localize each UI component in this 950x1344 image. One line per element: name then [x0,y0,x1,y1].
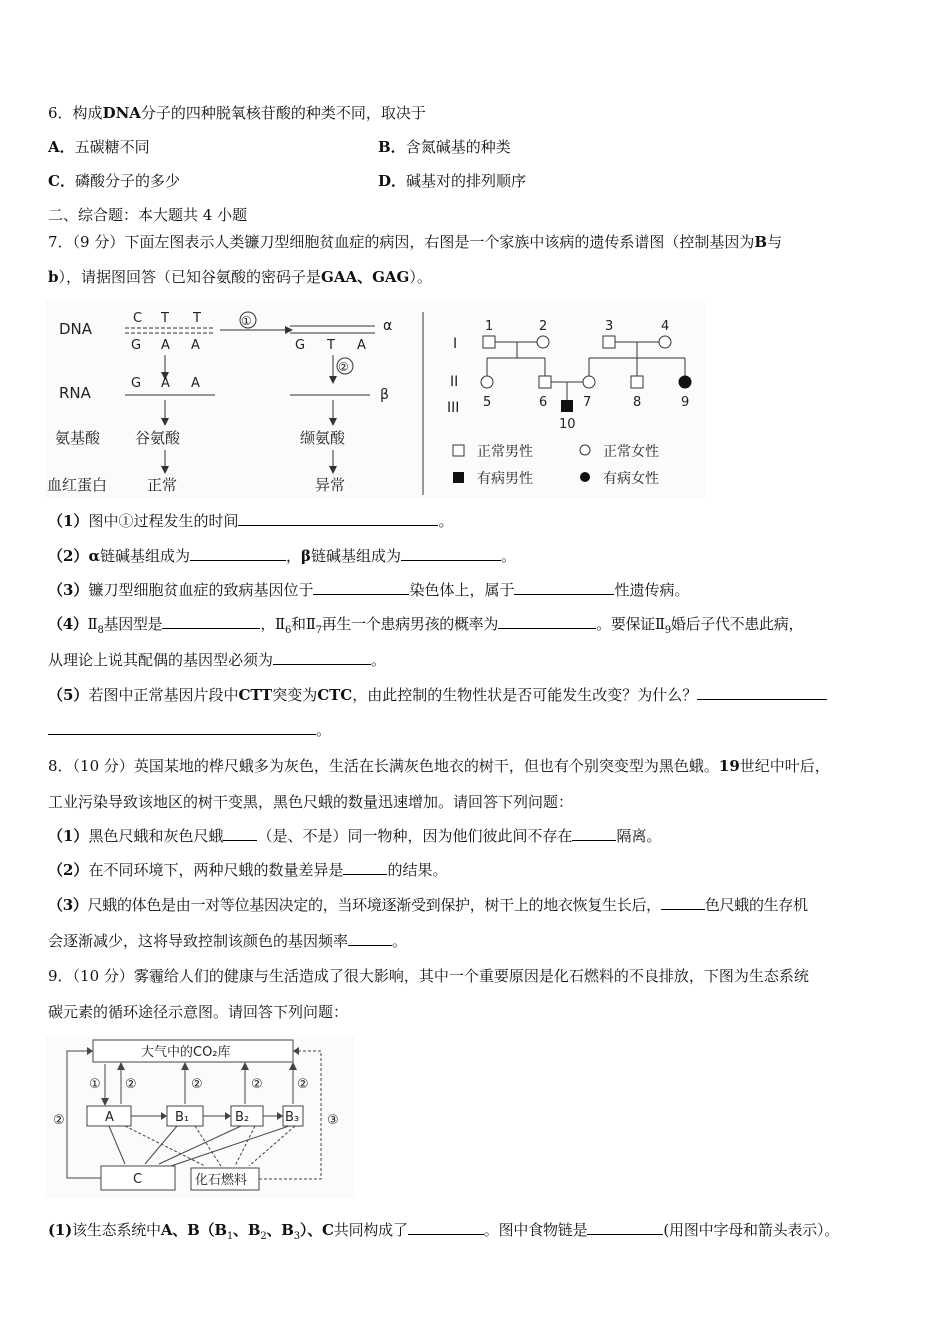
cycle-label-2: ② [125,1077,137,1092]
generation-label: III [447,400,460,416]
rna-label: RNA [59,384,91,402]
rna-base: A [161,376,170,391]
q9-carbon-cycle-figure [45,1036,355,1198]
answer-blank[interactable] [572,826,616,841]
rna-base: G [131,376,142,391]
legend-sick-female: 有病女性 [603,471,659,487]
q9-part-1: (1)该生态系统中A、$B(B_1$、$B_2$、$B_3$）、C共同构成了 。图中食物链是 (用图中字母和箭头表示）。 [48,1221,840,1242]
q7-part-4-line2: 从理论上说其配偶的基因型必须为 。 [48,651,387,669]
q7-part-4: $(4)Ⅱ_8$基因型是 ，$Ⅱ_6$和$Ⅱ_7$再生一个患病男孩的概率为 。要保证$Ⅱ_9$婚后子代不患此病， [48,615,804,636]
node-c: C [133,1172,143,1187]
answer-blank[interactable] [514,580,614,595]
legend-normal-male: 正常男性 [477,444,533,460]
individual-number: 7 [583,395,592,410]
answer-blank[interactable] [238,511,438,526]
hemoglobin-label: 血红蛋白 [47,476,108,494]
co2-pool: 大气中的CO₂库 [141,1045,231,1060]
q8-part-3-line2: 会逐渐减少，这将导致控制该颜色的基因频率 。 [48,932,408,950]
answer-blank[interactable] [273,650,371,665]
hemoglobin-abnormal: 异常 [315,476,346,494]
answer-blank[interactable] [498,614,596,629]
q8-stem-line2: 工业污染导致该地区的树干变黑，黑色尺蛾的数量迅速增加。请回答下列问题： [48,793,574,811]
step-2-label: ② [338,360,349,374]
node-b3: B₃ [285,1110,300,1125]
top-base: C [133,311,143,326]
answer-blank[interactable] [313,580,409,595]
q8-part-1: （1）黑色尺蛾和灰色尺蛾 （是、不是）同一物种，因为他们彼此间不存在 隔离。 [48,827,662,845]
q8-stem: 8．（10 分）英国某地的桦尺蛾多为灰色，生活在长满灰色地衣的树干，但也有个别突变型为黑色蛾。19世纪中叶后， [48,757,830,775]
rna-base: A [191,376,200,391]
dna-label: DNA [59,320,93,338]
hemoglobin-normal: 正常 [147,476,178,494]
step-1-label: ① [241,314,252,328]
answer-blank[interactable] [343,860,387,875]
legend-sick-male: 有病男性 [477,471,533,487]
answer-blank[interactable] [697,685,827,700]
q7-part-3: （3）镰刀型细胞贫血症的致病基因位于 染色体上，属于 性遗传病。 [48,581,690,599]
alpha-label: α [383,318,393,334]
answer-blank[interactable] [401,546,501,561]
section-heading: 二、综合题：本大题共 4 小题 [48,206,248,224]
q6-option-b: B．含氮碱基的种类 [378,138,511,156]
cycle-label-2: ② [53,1113,65,1128]
answer-blank[interactable] [348,931,392,946]
individual-number: 1 [485,319,494,334]
q6-option-c: C．磷酸分子的多少 [48,172,180,190]
q7-stem: 7．（9 分）下面左图表示人类镰刀型细胞贫血症的病因，右图是一个家族中该病的遗传系谱图（控制基因为B与 [48,233,783,251]
individual-number: 4 [661,319,670,334]
answer-blank[interactable] [48,720,316,735]
answer-blank[interactable] [408,1220,484,1235]
beta-label: β [380,387,389,403]
node-fossil-fuel: 化石燃料 [195,1173,248,1188]
amino-acid-normal: 谷氨酸 [135,429,181,447]
node-b2: B₂ [235,1110,250,1125]
answer-blank[interactable] [223,826,257,841]
q9-stem-line2: 碳元素的循环途径示意图。请回答下列问题： [48,1003,349,1021]
answer-blank[interactable] [587,1220,663,1235]
cycle-label-3: ③ [327,1113,339,1128]
answer-blank[interactable] [661,895,705,910]
node-b1: B₁ [175,1110,190,1125]
q7-part-5-line2: 。 [48,720,910,740]
top-base: T [193,311,201,326]
cycle-label-1: ① [89,1077,101,1092]
answer-blank[interactable] [162,614,260,629]
bottom-base: A [161,338,170,353]
top-base: T [161,311,169,326]
q8-part-3: （3）尺蛾的体色是由一对等位基因决定的，当环境逐渐受到保护，树干上的地衣恢复生长后， 色尺蛾的生存机 [48,896,808,914]
amino-acid-mutant: 缬氨酸 [300,429,346,447]
q6-stem: 6．构成DNA分子的四种脱氧核苷酸的种类不同，取决于 [48,104,426,122]
q7-figure [45,300,705,498]
individual-number: 10 [559,417,576,432]
bottom-base: A [191,338,200,353]
individual-number: 2 [539,319,548,334]
q6-option-a: A．五碳糖不同 [48,138,150,156]
q8-part-2: （2）在不同环境下，两种尺蛾的数量差异是 的结果。 [48,861,448,879]
generation-label: I [453,336,458,352]
q7-stem-line2: b），请据图回答（已知谷氨酸的密码子是GAA、GAG）。 [48,268,432,286]
mutated-base: T [327,338,335,353]
cycle-label-2: ② [251,1077,263,1092]
individual-number: 5 [483,395,492,410]
generation-label: II [450,374,459,390]
cycle-label-2: ② [191,1077,203,1092]
legend-normal-female: 正常女性 [603,444,659,460]
q6-option-d: D．碱基对的排列顺序 [378,172,527,190]
amino-acid-label: 氨基酸 [55,429,101,447]
q9-stem: 9．（10 分）雾霾给人们的健康与生活造成了很大影响，其中一个重要原因是化石燃料的不良排放，下图为生态系统 [48,967,809,985]
individual-number: 6 [539,395,548,410]
answer-blank[interactable] [190,546,286,561]
mutated-base: A [357,338,366,353]
cycle-label-2: ② [297,1077,309,1092]
mutated-base: G [295,338,306,353]
q7-part-5: （5）若图中正常基因片段中CTT突变为CTC，由此控制的生物性状是否可能发生改变？为什么？ [48,685,910,705]
individual-number: 9 [681,395,690,410]
q7-part-2: （2）α链碱基组成为 ，β链碱基组成为 。 [48,547,517,565]
bottom-base: G [131,338,142,353]
individual-number: 3 [605,319,614,334]
q7-part-1: （1）图中①过程发生的时间 。 [48,512,454,530]
node-a: A [105,1110,114,1125]
individual-number: 8 [633,395,642,410]
